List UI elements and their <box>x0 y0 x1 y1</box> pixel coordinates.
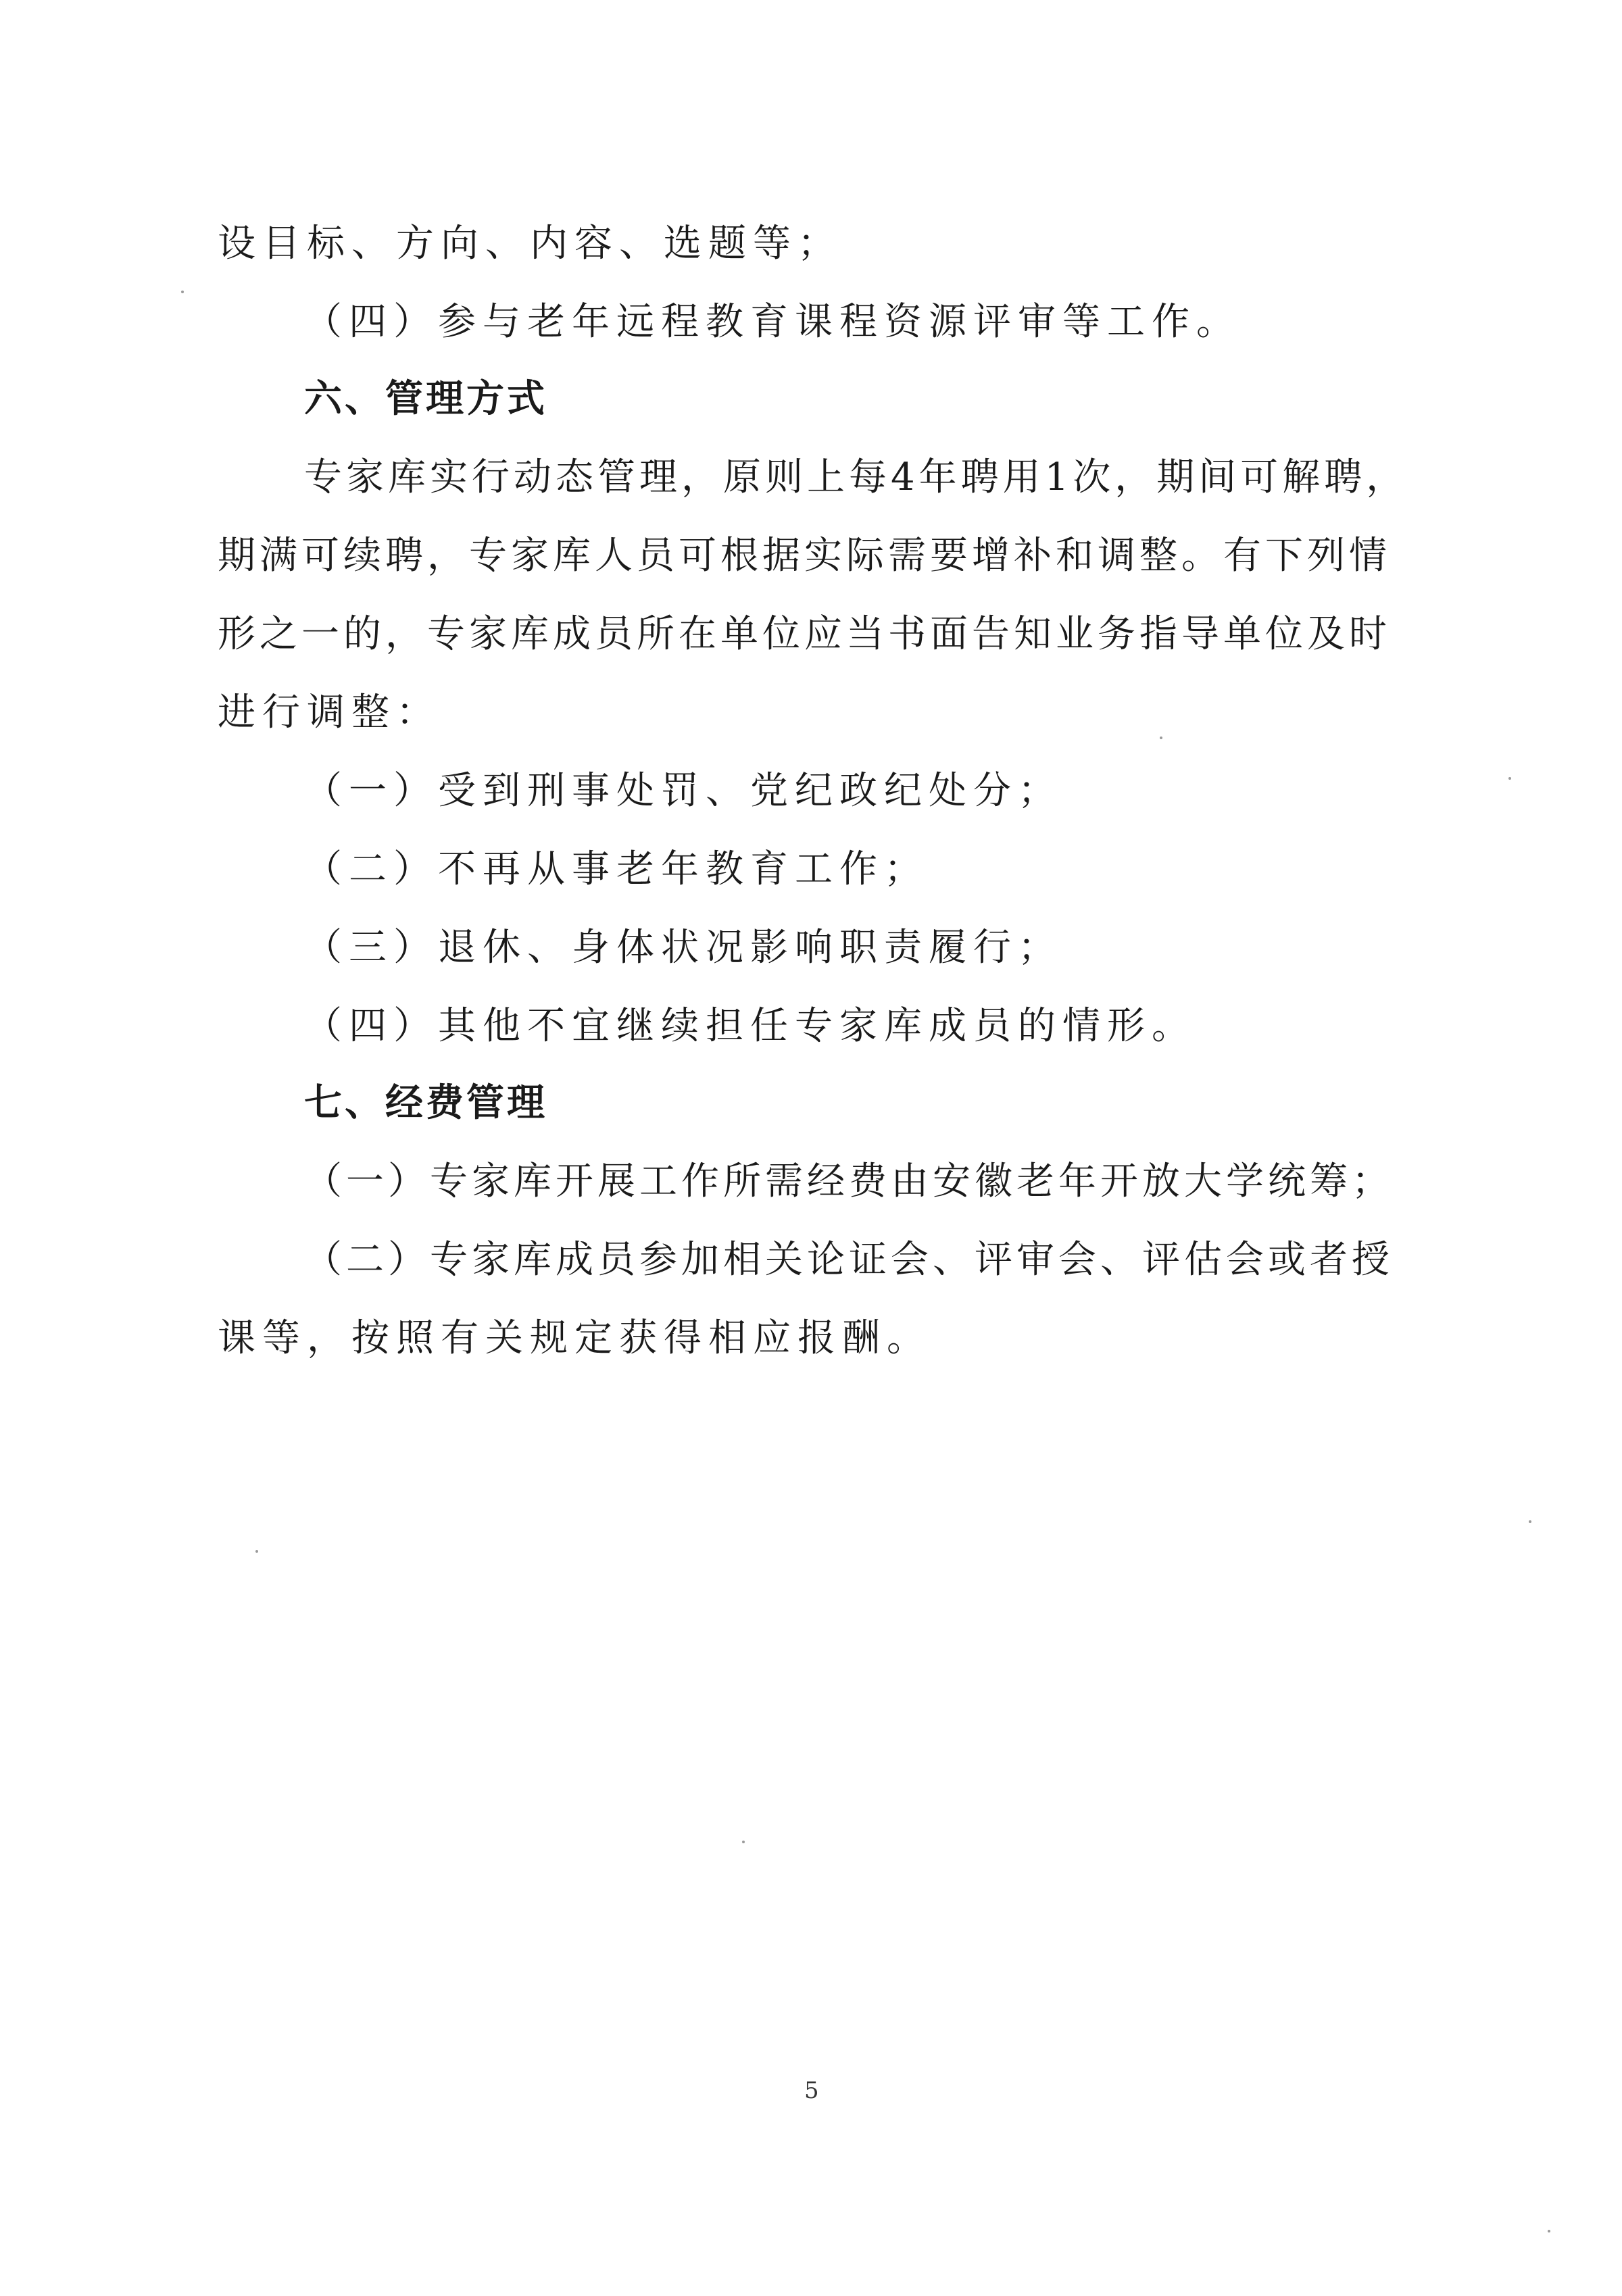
list-item-no-longer-working: （二）不再从事老年教育工作； <box>304 847 929 891</box>
body-line-management-3: 形之一的，专家库成员所在单位应当书面告知业务指导单位及时 <box>218 612 1391 656</box>
list-item-review-work: （四）参与老年远程教育课程资源评审等工作。 <box>304 300 1241 344</box>
section-heading-funding: 七、经费管理 <box>304 1081 547 1125</box>
scan-speck <box>1529 1520 1531 1523</box>
scan-speck <box>255 1550 258 1553</box>
body-line-management-4: 进行调整： <box>218 691 441 734</box>
list-item-retirement-health: （三）退休、身体状况影响职责履行； <box>304 926 1062 970</box>
scan-speck <box>1160 737 1162 739</box>
scan-speck <box>742 1841 745 1843</box>
scan-speck <box>1548 2230 1550 2232</box>
list-item-criminal-penalty: （一）受到刑事处罚、党纪政纪处分； <box>304 769 1062 813</box>
body-line-continuation: 设目标、方向、内容、选题等； <box>218 222 842 266</box>
page-number: 5 <box>804 2077 819 2104</box>
list-item-remuneration-1: （二）专家库成员参加相关论证会、评审会、评估会或者授 <box>304 1238 1394 1282</box>
list-item-other-circumstances: （四）其他不宜继续担任专家库成员的情形。 <box>304 1004 1196 1048</box>
body-line-management-2: 期满可续聘，专家库人员可根据实际需要增补和调整。有下列情 <box>218 534 1391 578</box>
scan-speck <box>1508 777 1511 780</box>
section-heading-management: 六、管理方式 <box>304 377 547 421</box>
list-item-remuneration-2: 课等，按照有关规定获得相应报酬。 <box>218 1316 931 1360</box>
list-item-funding-source: （一）专家库开展工作所需经费由安徽老年开放大学统筹； <box>304 1159 1394 1203</box>
scan-speck <box>181 291 184 293</box>
body-line-management-1: 专家库实行动态管理，原则上每4年聘用1次，期间可解聘， <box>304 455 1408 499</box>
